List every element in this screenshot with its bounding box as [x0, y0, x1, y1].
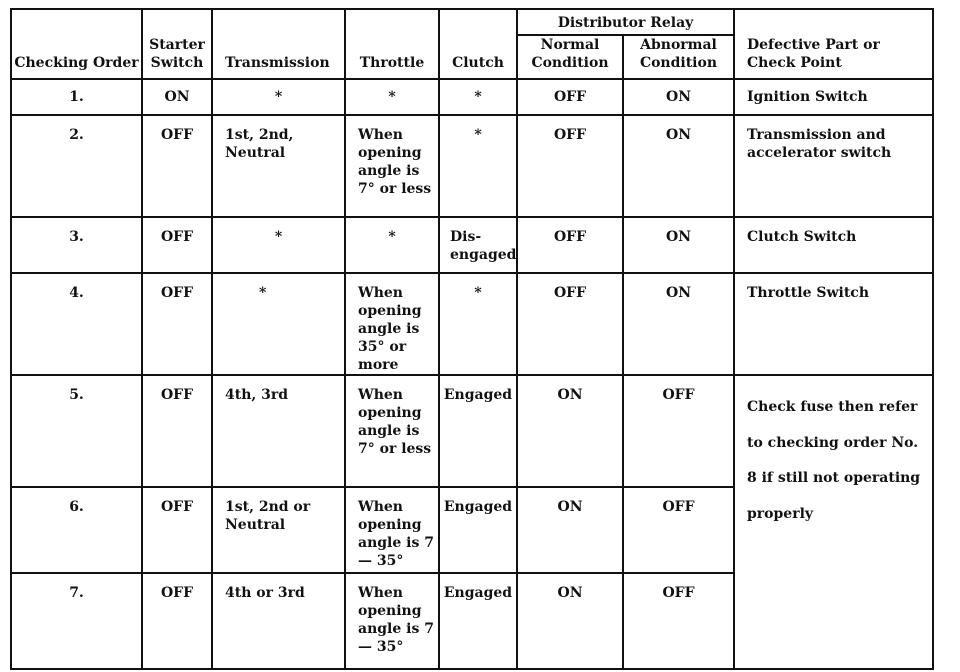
cell-relay-abnormal: OFF — [623, 573, 734, 669]
cell-order: 5. — [11, 375, 142, 487]
header-starter-switch: Starter Switch — [142, 9, 212, 79]
cell-clutch: Engaged — [439, 573, 517, 669]
cell-relay-abnormal: OFF — [623, 375, 734, 487]
cell-relay-normal: OFF — [517, 217, 623, 273]
cell-relay-normal: ON — [517, 487, 623, 573]
header-normal-condition: Normal Condition — [517, 35, 623, 79]
relay-check-table — [10, 8, 934, 670]
cell-defective: Ignition Switch — [734, 79, 933, 115]
cell-transmission: * — [212, 217, 345, 273]
cell-relay-abnormal: OFF — [623, 487, 734, 573]
cell-throttle: When opening angle is 7 — 35° — [345, 487, 439, 573]
header-defective-part: Defective Part or Check Point — [734, 9, 933, 79]
header-distributor-relay: Distributor Relay — [517, 9, 734, 35]
cell-relay-abnormal: ON — [623, 217, 734, 273]
header-clutch: Clutch — [439, 9, 517, 79]
cell-relay-abnormal: ON — [623, 273, 734, 375]
cell-transmission: * — [212, 273, 345, 375]
cell-starter: OFF — [142, 115, 212, 217]
cell-defective: Throttle Switch — [734, 273, 933, 375]
cell-transmission: 4th or 3rd — [212, 573, 345, 669]
cell-order: 6. — [11, 487, 142, 573]
cell-clutch: Dis-engaged — [439, 217, 517, 273]
cell-clutch: * — [439, 273, 517, 375]
cell-throttle: When opening angle is 7° or less — [345, 115, 439, 217]
cell-throttle: * — [345, 217, 439, 273]
cell-defective-shared: Check fuse then refer to checking order No. 8 if still not operating properly — [734, 375, 933, 669]
cell-throttle: When opening angle is 35° or more — [345, 273, 439, 375]
cell-relay-abnormal: ON — [623, 115, 734, 217]
cell-relay-normal: OFF — [517, 273, 623, 375]
cell-relay-normal: ON — [517, 573, 623, 669]
cell-throttle: * — [345, 79, 439, 115]
cell-order: 4. — [11, 273, 142, 375]
cell-transmission: * — [212, 79, 345, 115]
cell-order: 1. — [11, 79, 142, 115]
cell-transmission: 1st, 2nd or Neutral — [212, 487, 345, 573]
cell-relay-normal: OFF — [517, 115, 623, 217]
cell-clutch: * — [439, 115, 517, 217]
cell-clutch: Engaged — [439, 375, 517, 487]
cell-order: 2. — [11, 115, 142, 217]
cell-starter: OFF — [142, 487, 212, 573]
cell-defective: Clutch Switch — [734, 217, 933, 273]
cell-relay-abnormal: ON — [623, 79, 734, 115]
cell-clutch: * — [439, 79, 517, 115]
cell-starter: OFF — [142, 217, 212, 273]
cell-transmission: 1st, 2nd, Neutral — [212, 115, 345, 217]
cell-relay-normal: ON — [517, 375, 623, 487]
cell-starter: OFF — [142, 273, 212, 375]
cell-throttle: When opening angle is 7 — 35° — [345, 573, 439, 669]
cell-relay-normal: OFF — [517, 79, 623, 115]
header-abnormal-condition: Abnormal Condition — [623, 35, 734, 79]
cell-transmission: 4th, 3rd — [212, 375, 345, 487]
header-throttle: Throttle — [345, 9, 439, 79]
cell-starter: OFF — [142, 375, 212, 487]
cell-starter: ON — [142, 79, 212, 115]
cell-order: 3. — [11, 217, 142, 273]
header-transmission: Transmission — [212, 9, 345, 79]
cell-throttle: When opening angle is 7° or less — [345, 375, 439, 487]
cell-order: 7. — [11, 573, 142, 669]
header-checking-order: Checking Order — [11, 9, 142, 79]
cell-starter: OFF — [142, 573, 212, 669]
cell-clutch: Engaged — [439, 487, 517, 573]
cell-defective: Transmission and accelerator switch — [734, 115, 933, 217]
